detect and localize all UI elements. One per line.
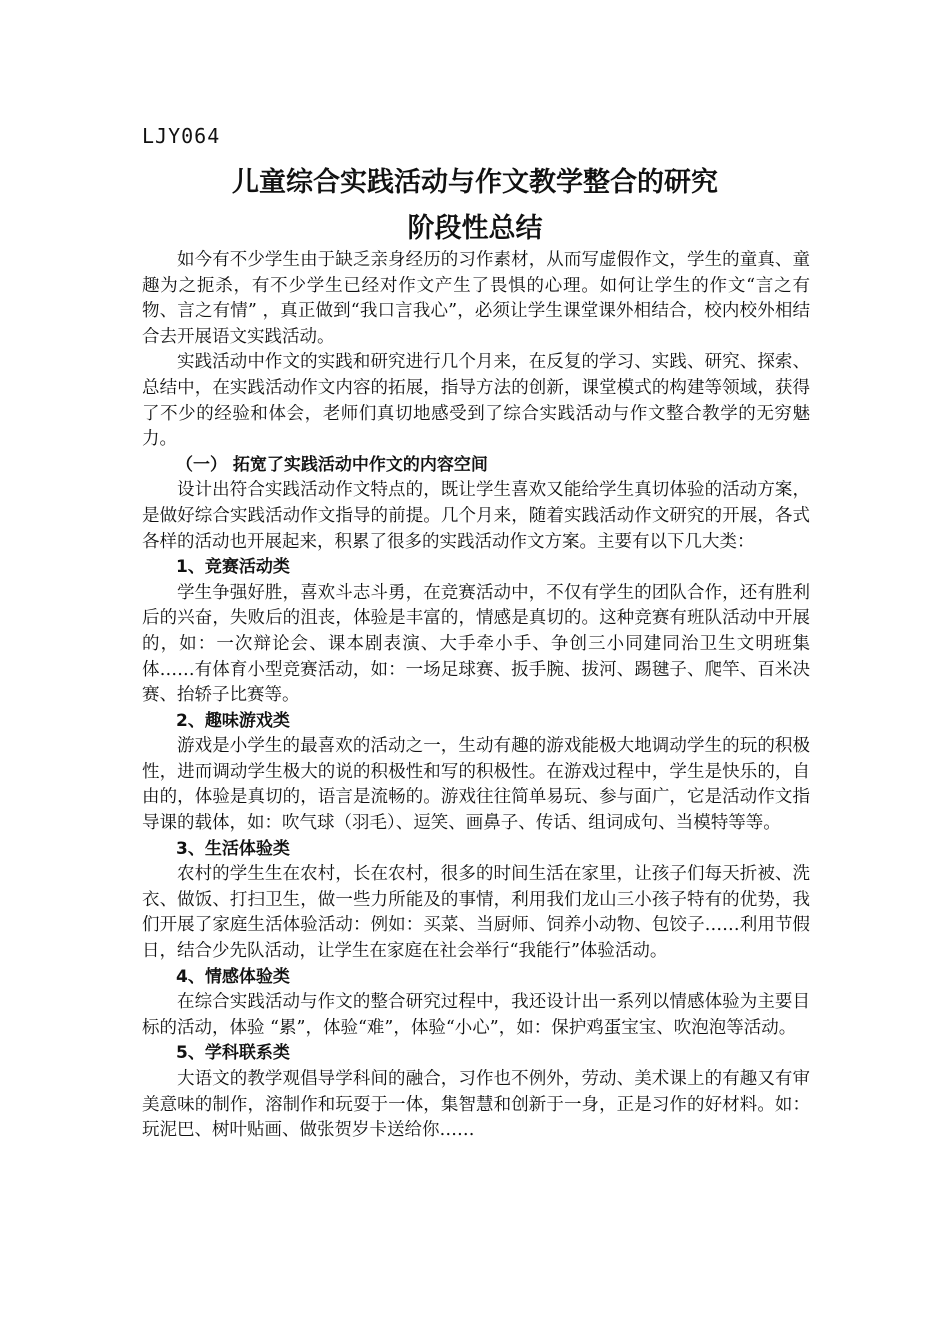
document-title: 儿童综合实践活动与作文教学整合的研究 bbox=[232, 167, 718, 198]
category-5-heading: 5、学科联系类 bbox=[176, 1043, 290, 1064]
intro-paragraph-2: 实践活动中作文的实践和研究进行几个月来，在反复的学习、实践、研究、探索、总结中，在实践活动作文内容的拓展，指导方法的创新，课堂模式的构建等领域，获得了不少的经验和体会，老师们真切地感受到了综合实践活动与作文整合教学的无穷魅力。 bbox=[142, 352, 810, 450]
category-5-text: 大语文的教学观倡导学科间的融合，习作也不例外，劳动、美术课上的有趣又有审美意味的制作，溶制作和玩耍于一体，集智慧和创新于一身，正是习作的好材料。如：玩泥巴、树叶贴画、做张贺岁卡送给你…… bbox=[142, 1069, 810, 1141]
document-code: LJY064 bbox=[142, 124, 221, 148]
category-4-text: 在综合实践活动与作文的整合研究过程中，我还设计出一系列以情感体验为主要目标的活动，体验 “累”，体验“难”，体验“小心”，如：保护鸡蛋宝宝、吹泡泡等活动。 bbox=[142, 992, 810, 1038]
section-1-paragraph: 设计出符合实践活动作文特点的，既让学生喜欢又能给学生真切体验的活动方案，是做好综合实践活动作文指导的前提。几个月来，随着实践活动作文研究的开展，各式各样的活动也开展起来，积累了很多的实践活动作文方案。主要有以下几大类： bbox=[142, 480, 810, 552]
category-3-heading: 3、生活体验类 bbox=[176, 838, 290, 859]
category-1-heading: 1、竞赛活动类 bbox=[176, 557, 290, 578]
category-3-text: 农村的学生生在农村，长在农村，很多的时间生活在家里，让孩子们每天折被、洗衣、做饭、打扫卫生，做一些力所能及的事情，利用我们龙山三小孩子特有的优势，我们开展了家庭生活体验活动：例如：买菜、当厨师、饲养小动物、包饺子……利用节假日，结合少先队活动，让学生在家庭在社会举行“我能行”体验活动。 bbox=[142, 864, 810, 962]
document-body bbox=[142, 248, 810, 1144]
document-subtitle: 阶段性总结 bbox=[407, 213, 543, 244]
category-1-text: 学生争强好胜，喜欢斗志斗勇，在竞赛活动中，不仅有学生的团队合作，还有胜利后的兴奋，失败后的沮丧，体验是丰富的，情感是真切的。这种竞赛有班队活动中开展的，如：一次辩论会、课本剧表演、大手牵小手、争创三小同建同治卫生文明班集体……有体育小型竞赛活动，如：一场足球赛、扳手腕、拔河、踢毽子、爬竿、百米决赛、抬轿子比赛等。 bbox=[142, 582, 810, 706]
category-4-heading: 4、情感体验类 bbox=[176, 966, 290, 987]
category-2-heading: 2、趣味游戏类 bbox=[176, 710, 290, 731]
section-1-heading: （一） 拓宽了实践活动中作文的内容空间 bbox=[176, 454, 488, 475]
category-2-text: 游戏是小学生的最喜欢的活动之一，生动有趣的游戏能极大地调动学生的玩的积极性，进而调动学生极大的说的积极性和写的积极性。在游戏过程中，学生是快乐的，自由的，体验是真切的，语言是流畅的。游戏往往简单易玩、参与面广，它是活动作文指导课的载体，如：吹气球（羽毛）、逗笑、画鼻子、传话、组词成句、当模特等等。 bbox=[142, 736, 810, 834]
intro-paragraph-1: 如今有不少学生由于缺乏亲身经历的习作素材，从而写虚假作文，学生的童真、童趣为之扼杀，有不少学生已经对作文产生了畏惧的心理。如何让学生的作文“言之有物、言之有情” ，真正做到“我口言我心”，必须让学生课堂课外相结合，校内校外相结合去开展语文实践活动。 bbox=[142, 250, 810, 347]
